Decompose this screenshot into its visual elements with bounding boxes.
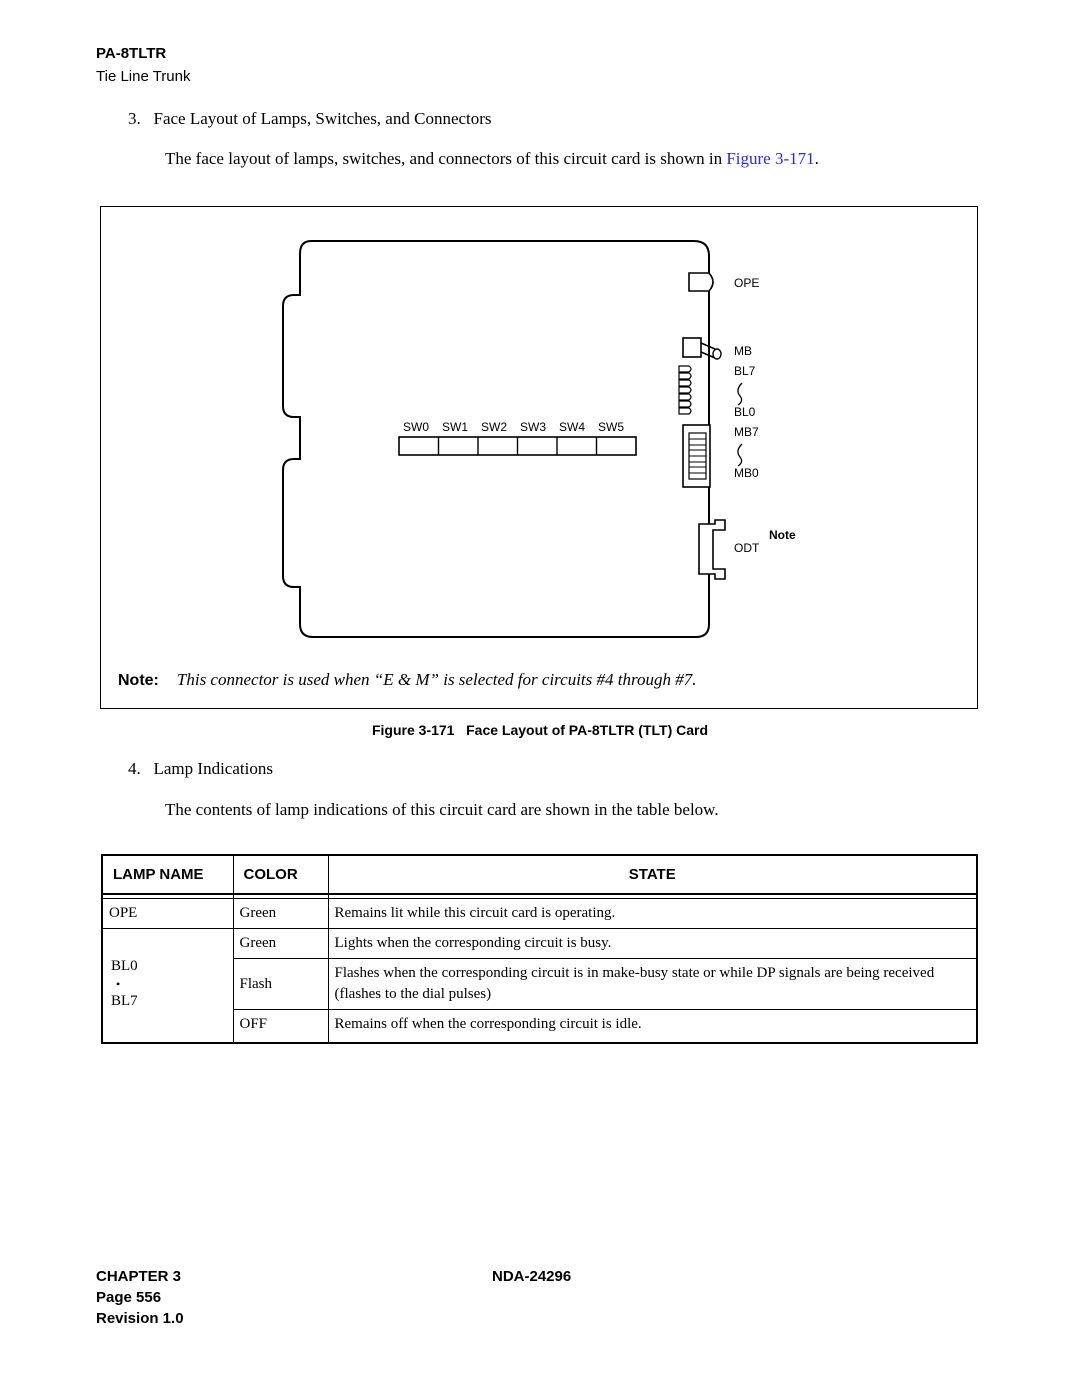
page-header-subtitle: Tie Line Trunk <box>96 68 191 85</box>
table-row <box>102 899 977 929</box>
figure-note-text: This connector is used when “E & M” is selected for circuits #4 through #7. <box>176 670 697 689</box>
cell-state: Remains lit while this circuit card is operating. <box>328 899 977 929</box>
label-sw1: SW1 <box>442 420 469 434</box>
section-3-text: The face layout of lamps, switches, and connectors of this circuit card is shown in <box>165 149 727 168</box>
cell-color: Flash <box>233 959 328 1010</box>
page-header-title: PA-8TLTR <box>96 45 167 62</box>
table-row <box>102 929 977 959</box>
table-row <box>102 959 977 1010</box>
section-3-paragraph <box>165 149 819 169</box>
cell-state: Remains off when the corresponding circuit is idle. <box>328 1010 977 1040</box>
header-state: STATE <box>328 855 977 894</box>
section-3-heading: 3. Face Layout of Lamps, Switches, and Connectors <box>128 109 492 128</box>
cell-color: Green <box>233 929 328 959</box>
label-bl7: BL7 <box>734 364 756 378</box>
header-lamp-name: LAMP NAME <box>102 855 233 894</box>
range-tilde-icon <box>738 383 742 405</box>
section-4-heading: 4. Lamp Indications <box>128 759 273 778</box>
cell-lamp-bl0: BL0 <box>111 958 138 974</box>
figure-note <box>118 670 696 690</box>
cell-lamp-group <box>102 929 233 1040</box>
label-sw2: SW2 <box>481 420 508 434</box>
figure-note-label: Note: <box>118 672 159 689</box>
label-mb: MB <box>734 344 752 358</box>
cell-color: OFF <box>233 1010 328 1040</box>
mb-switch-icon <box>683 338 721 359</box>
cell-lamp: OPE <box>102 899 233 929</box>
label-sw4: SW4 <box>559 420 586 434</box>
footer-chapter: CHAPTER 3 <box>96 1268 182 1285</box>
bl-lamp-array-icon <box>679 366 691 414</box>
cell-lamp-bl7: BL7 <box>111 993 138 1009</box>
footer-revision: Revision 1.0 <box>96 1310 184 1327</box>
cell-state: Flashes when the corresponding circuit is in make-busy state or while DP signals are being received (flashes to the dial pulses) <box>328 959 977 1010</box>
figure-frame <box>100 206 978 709</box>
ope-lamp-icon <box>689 273 713 291</box>
lamp-indications-table <box>101 854 978 1044</box>
section-3-text-end: . <box>814 149 819 168</box>
footer-page: Page 556 <box>96 1289 162 1306</box>
label-note-tag: Note <box>769 528 796 542</box>
label-bl0: BL0 <box>734 405 756 419</box>
label-odt: ODT <box>734 541 760 555</box>
table-row <box>102 1010 977 1040</box>
cell-state: Lights when the corresponding circuit is busy. <box>328 929 977 959</box>
figure-caption: Figure 3-171 Face Layout of PA-8TLTR (TLT) Card <box>371 722 709 738</box>
table-header-row <box>102 855 977 894</box>
section-4-paragraph: The contents of lamp indications of this circuit card are shown in the table below. <box>165 800 719 819</box>
label-mb0: MB0 <box>734 466 759 480</box>
odt-connector-icon <box>699 520 725 579</box>
dip-switch-row-icon <box>399 437 636 455</box>
header-color: COLOR <box>233 855 328 894</box>
range-tilde-icon <box>738 444 742 466</box>
label-sw0: SW0 <box>403 420 430 434</box>
mb-switch-array-icon <box>683 425 710 487</box>
footer-doc-number: NDA-24296 <box>492 1268 572 1285</box>
card-face-diagram <box>101 207 979 710</box>
label-ope: OPE <box>734 276 760 290</box>
cell-color: Green <box>233 899 328 929</box>
label-sw3: SW3 <box>520 420 547 434</box>
label-mb7: MB7 <box>734 425 759 439</box>
range-dot: • <box>116 977 121 991</box>
label-sw5: SW5 <box>598 420 625 434</box>
figure-link[interactable]: Figure 3-171 <box>726 149 815 168</box>
